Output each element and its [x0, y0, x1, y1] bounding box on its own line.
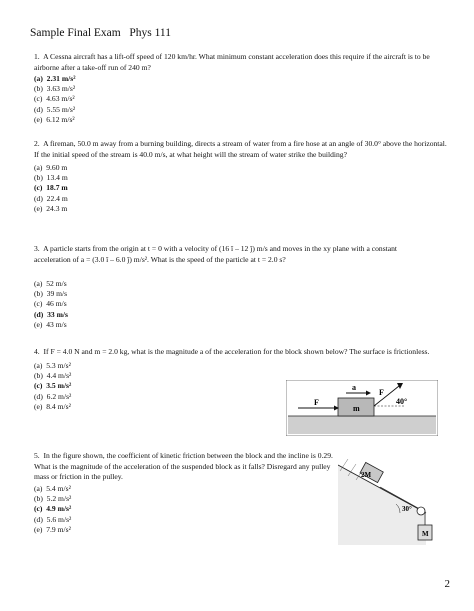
answer-option [34, 484, 71, 494]
option-value: 5.3 m/s² [46, 361, 71, 370]
answer-option [34, 310, 68, 320]
answer-option [34, 361, 71, 371]
answer-option [34, 504, 71, 514]
question-text: If F = 4.0 N and m = 2.0 kg, what is the magnitude a of the acceleration for the block shown below? The surface is frictionless. [43, 347, 430, 356]
option-label: (d) [34, 104, 43, 114]
answer-option [34, 392, 71, 402]
question-number: 2. [34, 139, 40, 148]
option-label: (d) [34, 391, 43, 401]
option-value: 13.4 m [46, 173, 68, 183]
answer-option [34, 204, 68, 214]
answer-option [34, 299, 68, 309]
option-value: 2.31 m/s² [46, 74, 76, 83]
incline-pulley-diagram [338, 455, 448, 550]
ground-surface [288, 416, 436, 434]
pulley [417, 507, 425, 515]
option-value: 3.5 m/s² [46, 381, 72, 391]
question-3 [34, 244, 449, 265]
question-5 [34, 451, 334, 483]
option-label: (b) [34, 494, 43, 504]
option-value: 46 m/s [46, 299, 67, 309]
question-number: 3. [34, 244, 40, 253]
answer-option [34, 94, 76, 104]
option-value: 4.9 m/s² [46, 504, 72, 514]
answer-option [34, 371, 71, 381]
incline-block-label: 2M [361, 471, 372, 479]
option-value: 8.4 m/s² [46, 401, 71, 411]
option-value: 4.4 m/s² [46, 371, 72, 381]
option-value: 5.6 m/s² [46, 514, 72, 524]
option-label: (d) [34, 514, 43, 524]
option-label: (e) [34, 319, 43, 329]
answer-option [34, 105, 76, 115]
hanging-block-label: M [422, 530, 429, 538]
page-number: 2 [444, 578, 450, 590]
option-value: 5.2 m/s² [46, 494, 72, 504]
question-text: In the figure shown, the coefficient of kinetic friction between the block and the incline is 0.29. What is the magnitude of the acceleration of the suspended block as it falls? Disregard any pulley mass or friction in the pulley. [34, 451, 333, 482]
option-label: (b) [34, 371, 43, 381]
incline-angle-label: 30° [402, 505, 412, 513]
answer-option [34, 320, 68, 330]
answer-option [34, 74, 76, 84]
answer-option [34, 279, 68, 289]
question-text: acceleration of a = (3.0 î – 6.0 ĵ) m/s². What is the speed of the particle at t = 2.0 s? [34, 254, 286, 264]
option-value: 33 m/s [47, 309, 68, 319]
question-text: A Cessna aircraft has a lift-off speed of 120 km/hr. What minimum constant acceleration does this require if the aircraft is to be airborne after a take-off run of 240 m? [34, 52, 430, 72]
option-label: (a) [34, 279, 43, 288]
option-value: 52 m/s [46, 279, 67, 288]
option-value: 6.2 m/s² [46, 391, 72, 401]
option-label: (c) [34, 183, 43, 193]
option-label: (c) [34, 504, 43, 514]
option-label: (c) [34, 299, 43, 309]
option-value: 39 m/s [46, 289, 68, 299]
answer-option [34, 115, 76, 125]
options-q1 [34, 74, 76, 125]
option-value: 3.63 m/s² [46, 84, 76, 94]
answer-option [34, 163, 68, 173]
option-label: (e) [34, 203, 43, 213]
answer-option [34, 84, 76, 94]
option-label: (d) [34, 193, 43, 203]
answer-option [34, 173, 68, 183]
option-label: (e) [34, 524, 43, 534]
option-value: 22.4 m [46, 193, 68, 203]
question-text: A particle starts from the origin at t = 0 with a velocity of (16 î – 12 ĵ) m/s and moves in the xy plane with a constant [43, 244, 398, 253]
mass-label: m [353, 404, 360, 413]
angle-label: 40° [396, 397, 408, 406]
answer-option [34, 289, 68, 299]
question-1 [34, 52, 449, 73]
answer-option [34, 525, 71, 535]
answer-option [34, 515, 71, 525]
question-number: 1. [34, 52, 40, 61]
answer-option [34, 183, 68, 193]
option-value: 4.63 m/s² [46, 94, 75, 104]
answer-option [34, 402, 71, 412]
option-value: 5.55 m/s² [46, 104, 76, 114]
question-text: A fireman, 50.0 m away from a burning building, directs a stream of water from a fire hose at an angle of 30.0° above the horizontal. If the initial speed of the stream is 40.0 m/s, at what height will the stream of water strike the building? [34, 139, 447, 159]
question-number: 5. [34, 451, 40, 460]
option-label: (b) [34, 289, 43, 299]
option-value: 43 m/s [46, 319, 67, 329]
option-label: (c) [34, 381, 43, 391]
options-q5 [34, 484, 71, 535]
question-4 [34, 347, 449, 358]
option-label: (d) [34, 309, 44, 319]
option-value: 24.3 m [46, 203, 68, 213]
option-value: 9.60 m [46, 163, 68, 172]
answer-option [34, 194, 68, 204]
question-number: 4. [34, 347, 40, 356]
answer-option [34, 494, 71, 504]
question-2 [34, 139, 449, 160]
options-q3 [34, 279, 68, 330]
option-label: (a) [34, 163, 43, 172]
option-label: (c) [34, 94, 43, 104]
option-label: (b) [34, 173, 43, 183]
option-label: (e) [34, 114, 43, 124]
option-label: (a) [34, 361, 43, 370]
block-force-diagram [286, 380, 438, 436]
option-label: (a) [34, 484, 43, 493]
answer-option [34, 381, 71, 391]
force-right-label: F [379, 388, 384, 397]
options-q2 [34, 163, 68, 214]
option-value: 6.12 m/s² [46, 114, 75, 124]
force-left-label: F [314, 398, 319, 407]
acceleration-label: a [352, 383, 356, 392]
option-value: 7.9 m/s² [46, 524, 71, 534]
option-label: (e) [34, 401, 43, 411]
page-title: Sample Final Exam Phys 111 [30, 27, 171, 39]
options-q4 [34, 361, 71, 412]
option-label: (a) [34, 74, 43, 83]
option-label: (b) [34, 84, 43, 94]
option-value: 18.7 m [46, 183, 68, 193]
option-value: 5.4 m/s² [46, 484, 71, 493]
